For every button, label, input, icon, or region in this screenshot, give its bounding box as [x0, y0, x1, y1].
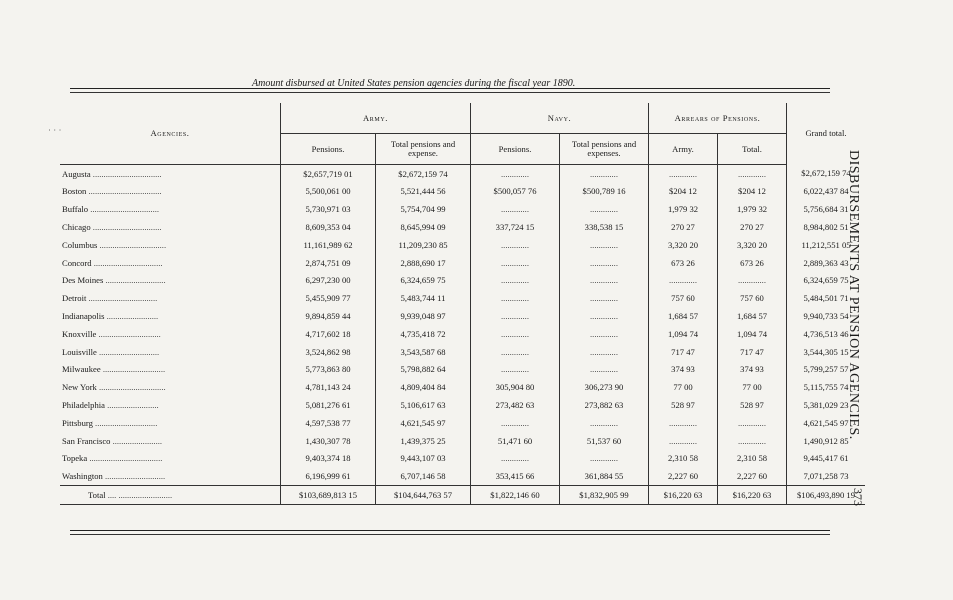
cell-arrears-total: 270 27 — [718, 218, 787, 236]
cell-navy-pensions: ............. — [471, 165, 560, 183]
cell-arrears-total: 1,094 74 — [718, 325, 787, 343]
cell-navy-pensions: ............. — [471, 236, 560, 254]
cell-arrears-total: 528 97 — [718, 396, 787, 414]
agency-cell — [60, 165, 281, 183]
agency-cell — [60, 468, 281, 486]
agency-cell — [60, 325, 281, 343]
cell-arrears-army: ............. — [649, 165, 718, 183]
cell-navy-pensions: 51,471 60 — [471, 432, 560, 450]
cell-navy-total: ............. — [560, 325, 649, 343]
total-label: Total — [88, 489, 106, 500]
margin-marks: ˙ ˙ ˙ — [48, 128, 62, 138]
agency-name: Pittsburg — [62, 417, 93, 428]
agency-name: Knoxville — [62, 328, 97, 339]
agency-name: Philadelphia — [62, 399, 105, 410]
agency-cell — [60, 414, 281, 432]
leader-dots: .................................. — [87, 453, 163, 464]
cell-navy-pensions: ............. — [471, 450, 560, 468]
cell-army-pensions: 4,781,143 24 — [281, 379, 376, 397]
agency-name: Augusta — [62, 168, 91, 179]
cell-army-pensions: 2,874,751 09 — [281, 254, 376, 272]
leader-dots: ............................ — [102, 471, 166, 482]
cell-arrears-total: 757 60 — [718, 290, 787, 308]
leader-dots: ............................. — [96, 328, 161, 339]
cell-grand-total: 9,445,417 61 — [787, 450, 866, 468]
cell-army-total: 6,324,659 75 — [376, 272, 471, 290]
cell-navy-total: ............. — [560, 290, 649, 308]
leader-dots: ............................ — [103, 275, 166, 286]
cell-navy-pensions: ............. — [471, 290, 560, 308]
leader-dots: ............................. — [100, 364, 166, 375]
cell-navy-pensions: $500,057 76 — [471, 183, 560, 201]
cell-army-total: 6,707,146 58 — [376, 468, 471, 486]
cell-arrears-army: 673 26 — [649, 254, 718, 272]
cell-navy-total: ............. — [560, 165, 649, 183]
cell-army-pensions: 8,609,353 04 — [281, 218, 376, 236]
cell-arrears-army: 2,310 58 — [649, 450, 718, 468]
leader-dots: ................................ — [91, 257, 163, 268]
cell-army-total: 5,798,882 64 — [376, 361, 471, 379]
agency-cell — [60, 343, 281, 361]
table-row — [60, 379, 865, 397]
cell-navy-total: ............. — [560, 343, 649, 361]
agency-name: Chicago — [62, 221, 91, 232]
header-army: Army. — [281, 103, 471, 134]
leader-dots: ............................. — [92, 417, 158, 428]
cell-grand-total: 4,736,513 46 — [787, 325, 866, 343]
cell-arrears-army: 1,684 57 — [649, 307, 718, 325]
cell-arrears-total: ............. — [718, 165, 787, 183]
cell-army-pensions: 5,455,909 77 — [281, 290, 376, 308]
cell-army-pensions: 11,161,989 62 — [281, 236, 376, 254]
leader-dots: .... ......................... — [105, 489, 173, 500]
cell-navy-total: 306,273 90 — [560, 379, 649, 397]
cell-navy-total: ............. — [560, 254, 649, 272]
top-rule — [70, 88, 830, 89]
table-row — [60, 272, 865, 290]
cell-army-pensions: 4,597,538 77 — [281, 414, 376, 432]
cell-arrears-army: 1,094 74 — [649, 325, 718, 343]
cell-arrears-army: 374 93 — [649, 361, 718, 379]
cell-navy-total: 361,884 55 — [560, 468, 649, 486]
cell-arrears-army: 270 27 — [649, 218, 718, 236]
cell-arrears-army: 528 97 — [649, 396, 718, 414]
cell-arrears-total: $204 12 — [718, 183, 787, 201]
cell-arrears-total: 2,310 58 — [718, 450, 787, 468]
cell-arrears-total: 374 93 — [718, 361, 787, 379]
leader-dots: ................................ — [90, 221, 162, 232]
cell-navy-total: ............. — [560, 361, 649, 379]
cell-navy-pensions: ............. — [471, 414, 560, 432]
cell-navy-total: 51,537 60 — [560, 432, 649, 450]
cell-navy-pensions: 353,415 66 — [471, 468, 560, 486]
cell-arrears-total: 717 47 — [718, 343, 787, 361]
cell-army-pensions: 9,403,374 18 — [281, 450, 376, 468]
cell-arrears-army: 757 60 — [649, 290, 718, 308]
leader-dots: ........................ — [104, 310, 159, 321]
header-arrears-army: Army. — [649, 134, 718, 165]
total-arrears-total: $16,220 63 — [718, 486, 787, 505]
cell-army-pensions: $2,657,719 01 — [281, 165, 376, 183]
cell-navy-total: ............. — [560, 414, 649, 432]
table-row — [60, 414, 865, 432]
table-row — [60, 236, 865, 254]
header-navy: Navy. — [471, 103, 649, 134]
cell-grand-total: 4,621,545 97 — [787, 414, 866, 432]
agency-name: Detroit — [62, 293, 87, 304]
cell-arrears-army: 3,320 20 — [649, 236, 718, 254]
leader-dots: ................................ — [88, 204, 160, 215]
cell-grand-total: 8,984,802 51 — [787, 218, 866, 236]
cell-navy-pensions: ............. — [471, 307, 560, 325]
cell-arrears-army: 717 47 — [649, 343, 718, 361]
cell-navy-total: ............. — [560, 307, 649, 325]
cell-army-pensions: 6,196,999 61 — [281, 468, 376, 486]
table-row — [60, 183, 865, 201]
header-agencies: Agencies. — [60, 103, 281, 165]
cell-grand-total: 6,022,437 84 — [787, 183, 866, 201]
total-army-pensions: $103,689,813 15 — [281, 486, 376, 505]
cell-navy-total: 273,882 63 — [560, 396, 649, 414]
cell-navy-pensions: ............. — [471, 272, 560, 290]
agency-name: Louisville — [62, 346, 97, 357]
cell-grand-total: 11,212,551 05 — [787, 236, 866, 254]
cell-grand-total: 6,324,659 75 — [787, 272, 866, 290]
agency-name: Concord — [62, 257, 92, 268]
agency-cell — [60, 272, 281, 290]
table-row — [60, 307, 865, 325]
cell-army-pensions: 5,081,276 61 — [281, 396, 376, 414]
agency-cell — [60, 396, 281, 414]
cell-army-total: 5,521,444 56 — [376, 183, 471, 201]
cell-grand-total: 9,940,733 54 — [787, 307, 866, 325]
cell-army-pensions: 6,297,230 00 — [281, 272, 376, 290]
cell-grand-total: 3,544,305 15 — [787, 343, 866, 361]
header-army-total: Total pensions and expense. — [376, 134, 471, 165]
cell-navy-total: ............. — [560, 201, 649, 219]
agency-name: Milwaukee — [62, 364, 101, 375]
cell-arrears-army: $204 12 — [649, 183, 718, 201]
header-arrears-total: Total. — [718, 134, 787, 165]
agency-name: Topeka — [62, 453, 88, 464]
agency-cell — [60, 361, 281, 379]
cell-grand-total: $2,672,159 74 — [787, 165, 866, 183]
pension-table — [60, 103, 865, 505]
cell-grand-total: 1,490,912 85 — [787, 432, 866, 450]
cell-arrears-army: 77 00 — [649, 379, 718, 397]
cell-arrears-army: ............. — [649, 432, 718, 450]
cell-navy-pensions: 337,724 15 — [471, 218, 560, 236]
agency-name: Des Moines — [62, 275, 104, 286]
cell-grand-total: 7,071,258 73 — [787, 468, 866, 486]
agency-name: New York — [62, 382, 97, 393]
cell-navy-pensions: ............. — [471, 361, 560, 379]
total-army-total: $104,644,763 57 — [376, 486, 471, 505]
cell-grand-total: 5,799,257 57 — [787, 361, 866, 379]
cell-navy-pensions: 273,482 63 — [471, 396, 560, 414]
table-row — [60, 468, 865, 486]
table-row — [60, 450, 865, 468]
cell-navy-pensions: ............. — [471, 201, 560, 219]
agency-cell — [60, 201, 281, 219]
leader-dots: ............................ — [96, 346, 160, 357]
agency-cell — [60, 236, 281, 254]
total-navy-pensions: $1,822,146 60 — [471, 486, 560, 505]
cell-arrears-total: ............. — [718, 272, 787, 290]
running-head: DISBURSEMENTS AT PENSION AGENCIES. — [846, 150, 861, 440]
header-navy-total: Total pensions and expenses. — [560, 134, 649, 165]
cell-arrears-total: 673 26 — [718, 254, 787, 272]
table-row — [60, 254, 865, 272]
header-navy-pensions: Pensions. — [471, 134, 560, 165]
cell-army-pensions: 5,730,971 03 — [281, 201, 376, 219]
header-arrears: Arrears of Pensions. — [649, 103, 787, 134]
agency-cell — [60, 218, 281, 236]
total-navy-total: $1,832,905 99 — [560, 486, 649, 505]
agency-cell — [60, 432, 281, 450]
cell-army-total: 1,439,375 25 — [376, 432, 471, 450]
table-row — [60, 432, 865, 450]
table-row — [60, 396, 865, 414]
cell-army-pensions: 3,524,862 98 — [281, 343, 376, 361]
leader-dots: ....................... — [110, 435, 163, 446]
table-caption: Amount disbursed at United States pension agencies during the fiscal year 1890. — [252, 78, 576, 89]
leader-dots: ........................ — [104, 399, 159, 410]
table-row — [60, 201, 865, 219]
cell-grand-total: 5,756,684 31 — [787, 201, 866, 219]
bottom-rule — [70, 530, 830, 531]
table-row — [60, 325, 865, 343]
header-army-pensions: Pensions. — [281, 134, 376, 165]
cell-army-pensions: 4,717,602 18 — [281, 325, 376, 343]
cell-navy-pensions: ............. — [471, 254, 560, 272]
cell-navy-total: ............. — [560, 272, 649, 290]
agency-cell — [60, 307, 281, 325]
table-body — [60, 165, 865, 505]
agency-name: Columbus — [62, 239, 98, 250]
cell-grand-total: 5,484,501 71 — [787, 290, 866, 308]
agency-name: Indianapolis — [62, 310, 105, 321]
cell-grand-total: 2,889,363 43 — [787, 254, 866, 272]
agency-cell — [60, 379, 281, 397]
cell-army-total: 2,888,690 17 — [376, 254, 471, 272]
cell-army-total: 4,621,545 97 — [376, 414, 471, 432]
cell-navy-total: $500,789 16 — [560, 183, 649, 201]
cell-army-total: 5,483,744 11 — [376, 290, 471, 308]
cell-arrears-total: ............. — [718, 414, 787, 432]
leader-dots: .................................. — [86, 186, 162, 197]
total-row — [60, 486, 865, 505]
table-row — [60, 361, 865, 379]
cell-army-pensions: 5,773,863 80 — [281, 361, 376, 379]
leader-dots: ............................... — [97, 239, 167, 250]
cell-arrears-total: 1,684 57 — [718, 307, 787, 325]
table-row — [60, 165, 865, 183]
cell-army-pensions: 5,500,061 00 — [281, 183, 376, 201]
cell-arrears-army: ............. — [649, 414, 718, 432]
agency-cell — [60, 183, 281, 201]
cell-army-total: 5,106,617 63 — [376, 396, 471, 414]
cell-army-total: 8,645,994 09 — [376, 218, 471, 236]
cell-grand-total: 5,115,755 74 — [787, 379, 866, 397]
cell-arrears-total: 1,979 32 — [718, 201, 787, 219]
top-rule-thin — [70, 92, 830, 93]
total-arrears-army: $16,220 63 — [649, 486, 718, 505]
cell-army-pensions: 1,430,307 78 — [281, 432, 376, 450]
cell-navy-total: ............. — [560, 236, 649, 254]
agency-cell — [60, 290, 281, 308]
cell-arrears-army: 1,979 32 — [649, 201, 718, 219]
cell-arrears-total: 3,320 20 — [718, 236, 787, 254]
leader-dots: ................................ — [86, 293, 158, 304]
cell-army-total: 4,735,418 72 — [376, 325, 471, 343]
table-row — [60, 343, 865, 361]
cell-arrears-army: 2,227 60 — [649, 468, 718, 486]
cell-army-total: 5,754,704 99 — [376, 201, 471, 219]
bottom-rule-thin — [70, 534, 830, 535]
leader-dots: ................................ — [90, 168, 162, 179]
cell-arrears-total: 2,227 60 — [718, 468, 787, 486]
cell-navy-pensions: ............. — [471, 343, 560, 361]
agency-name: Buffalo — [62, 204, 89, 215]
cell-army-total: 3,543,587 68 — [376, 343, 471, 361]
agency-name: San Francisco — [62, 435, 111, 446]
agency-cell — [60, 254, 281, 272]
cell-army-total: $2,672,159 74 — [376, 165, 471, 183]
cell-army-total: 9,443,107 03 — [376, 450, 471, 468]
leader-dots: ............................... — [96, 382, 166, 393]
table-row — [60, 218, 865, 236]
page-number: 373 — [851, 488, 865, 506]
agency-name: Boston — [62, 186, 87, 197]
agency-cell — [60, 450, 281, 468]
cell-army-pensions: 9,894,859 44 — [281, 307, 376, 325]
cell-navy-total: ............. — [560, 450, 649, 468]
cell-army-total: 4,809,404 84 — [376, 379, 471, 397]
cell-arrears-army: ............. — [649, 272, 718, 290]
cell-navy-pensions: 305,904 80 — [471, 379, 560, 397]
header-grand-total: Grand total. — [787, 103, 866, 165]
total-label-cell — [60, 486, 281, 505]
cell-army-total: 11,209,230 85 — [376, 236, 471, 254]
cell-navy-pensions: ............. — [471, 325, 560, 343]
cell-grand-total: 5,381,029 23 — [787, 396, 866, 414]
total-grand-total: $106,493,890 19 — [787, 486, 866, 505]
cell-navy-total: 338,538 15 — [560, 218, 649, 236]
cell-army-total: 9,939,048 97 — [376, 307, 471, 325]
agency-name: Washington — [62, 471, 103, 482]
cell-arrears-total: ............. — [718, 432, 787, 450]
cell-arrears-total: 77 00 — [718, 379, 787, 397]
table-row — [60, 290, 865, 308]
